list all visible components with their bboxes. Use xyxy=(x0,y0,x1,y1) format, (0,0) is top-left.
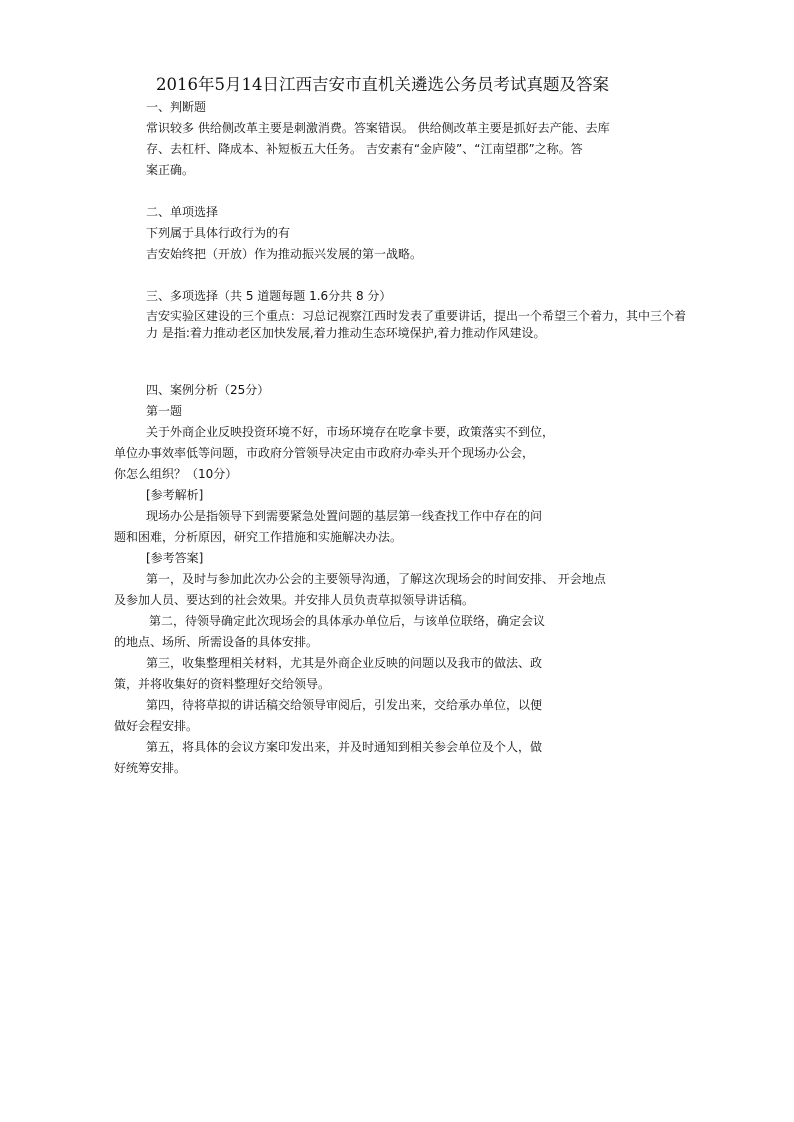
paragraph-line: 力 是指:着力推动老区加快发展,着力推动生态环境保护,着力推动作风建设。 xyxy=(146,326,546,340)
paragraph-line: 存、去杠杆、降成本、补短板五大任务。 吉安素有“金庐陵”、“江南望郡”之称。答 xyxy=(146,142,583,156)
analysis-line: 题和困难，分析原因，研究工作措施和实施解决办法。 xyxy=(114,530,403,544)
answer-line: 第四，待将草拟的讲话稿交给领导审阅后，引发出来，交给承办单位，以便 xyxy=(146,698,543,712)
section-heading-true-false: 一、判断题 xyxy=(146,100,207,114)
section-heading-multiple-choice: 三、多项选择（共 5 道题每题 1.6分共 8 分） xyxy=(146,289,392,303)
paragraph-line: 常识较多 供给侧改革主要是刺激消费。答案错误。 供给侧改革主要是抓好去产能、去库 xyxy=(146,121,610,135)
paragraph-line: 吉安始终把（开放）作为推动振兴发展的第一战略。 xyxy=(146,247,423,261)
answer-label: [参考答案] xyxy=(146,551,204,565)
page-title: 2016年5月14日江西吉安市直机关遴选公务员考试真题及答案 xyxy=(156,75,609,94)
answer-line: 策，并将收集好的资料整理好交给领导。 xyxy=(114,677,331,691)
question-line: 单位办事效率低等问题，市政府分管领导决定由市政府办牵头开个现场办公会， xyxy=(114,446,535,460)
question-line: 你怎么组织？（10分） xyxy=(114,467,238,481)
analysis-line: 现场办公是指领导下到需要紧急处置问题的基层第一线查找工作中存在的问 xyxy=(146,509,543,523)
answer-line: 第二，待领导确定此次现场会的具体承办单位后，与该单位联络，确定会议 xyxy=(149,614,546,628)
analysis-label: [参考解析] xyxy=(146,488,204,502)
answer-line: 好统筹安排。 xyxy=(114,761,187,775)
answer-line: 做好会程安排。 xyxy=(114,719,199,733)
answer-line: 第五，将具体的会议方案印发出来，并及时通知到相关参会单位及个人，做 xyxy=(146,740,543,754)
answer-line: 及参加人员、要达到的社会效果。并安排人员负责草拟领导讲话稿。 xyxy=(114,593,475,607)
section-heading-single-choice: 二、单项选择 xyxy=(146,205,219,219)
question-label: 第一题 xyxy=(146,404,183,418)
section-heading-case-analysis: 四、案例分析（25分） xyxy=(146,383,270,397)
paragraph-line: 吉安实验区建设的三个重点：习总记视察江西时发表了重要讲话，提出一个希望三个着力，其中三个着 xyxy=(146,309,687,323)
answer-line: 第一，及时与参加此次办公会的主要领导沟通，了解这次现场会的时间安排、 开会地点 xyxy=(146,572,606,586)
paragraph-line: 案正确。 xyxy=(146,163,195,177)
answer-line: 的地点、场所、所需设备的具体安排。 xyxy=(114,635,319,649)
answer-line: 第三，收集整理相关材料，尤其是外商企业反映的问题以及我市的做法、政 xyxy=(146,656,543,670)
paragraph-line: 下列属于具体行政行为的有 xyxy=(146,226,291,240)
question-line: 关于外商企业反映投资环境不好，市场环境存在吃拿卡要，政策落实不到位， xyxy=(146,425,555,439)
